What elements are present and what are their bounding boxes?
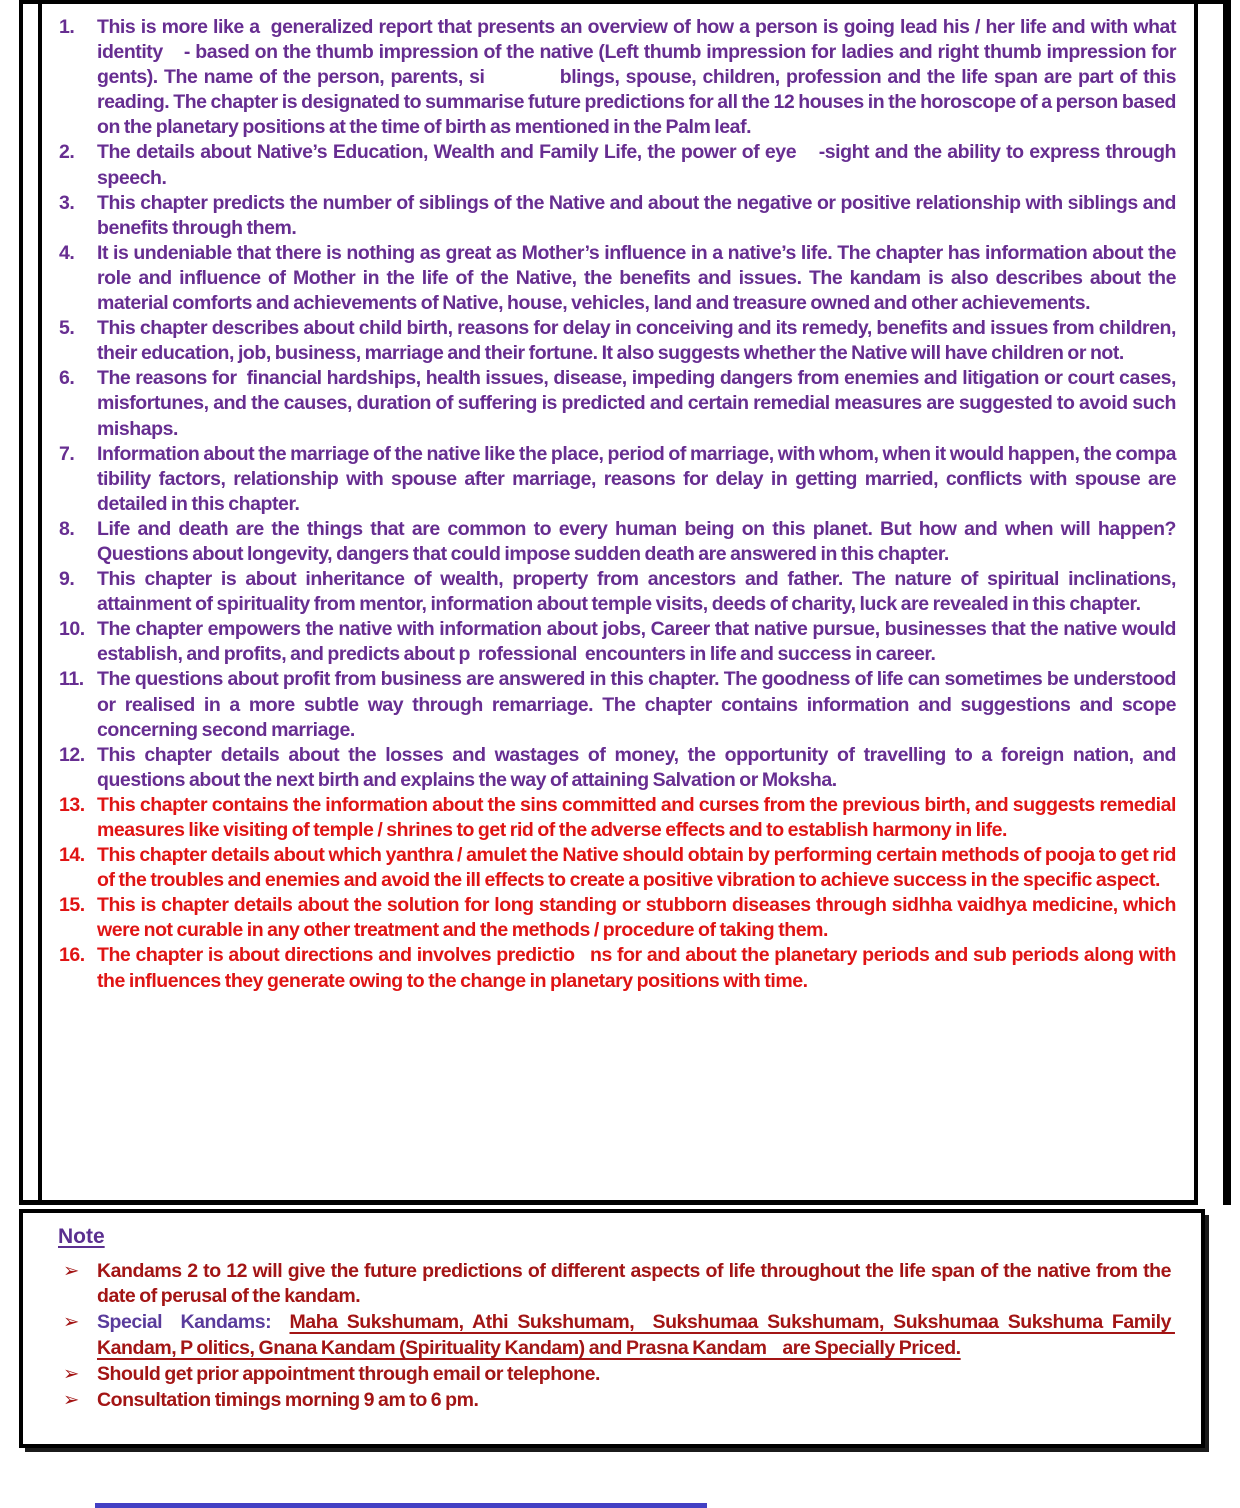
item-number: 12.	[59, 743, 85, 766]
text-segment: Special Kandams:	[97, 1311, 290, 1334]
item-text: The chapter is about directions and involves predictio ns for and about the planetary periods and sub periods along with the influences they generate owing to the change in planetary positions with time.	[97, 944, 1180, 992]
item-number: 2.	[59, 141, 75, 164]
arrow-bullet-icon: ➢	[63, 1311, 79, 1334]
list-item	[23, 667, 1184, 742]
bottom-blue-rule	[95, 1503, 707, 1508]
note-bullet	[23, 1310, 1175, 1360]
list-item	[23, 567, 1184, 617]
list-item	[23, 241, 1184, 316]
text-segment: Maha Sukshumam, Athi Sukshumam, Sukshumaa Sukshumam, Sukshumaa Sukshuma Family Kandam, P olitics, Gnana Kandam (Spirituality Kandam) and Prasna Kandam are Specially Priced.	[97, 1311, 1175, 1359]
item-text: This chapter is about inheritance of wealth, property from ancestors and father. The nature of spiritual inclinations, attainment of spirituality from mentor, information about temple visits, deeds of charity, luck are revealed in this chapter.	[97, 568, 1180, 616]
item-text: Life and death are the things that are common to every human being on this planet. But how and when will happen? Questions about longevity, dangers that could impose sudden death are answered in this chapter.	[97, 517, 1180, 565]
list-item	[23, 140, 1184, 190]
item-text: The reasons for financial hardships, health issues, disease, impeding dangers from enemies and litigation or court cases, misfortunes, and the causes, duration of suffering is predicted and certain remedial measures are suggested to avoid such mishaps.	[97, 367, 1192, 440]
list-item	[23, 743, 1184, 793]
item-text: It is undeniable that there is nothing as great as Mother’s influence in a native’s life. The chapter has information about the role and influence of Mother in the life of the Native, the benefits and issues. The kandam is also describes about the material comforts and achievements of Native, house, vehicles, land and treasure owned and other achievements.	[97, 241, 1180, 315]
list-item	[23, 442, 1184, 517]
note-heading: Note	[58, 1225, 105, 1248]
item-number: 8.	[59, 517, 75, 540]
note-bullet	[23, 1259, 1175, 1309]
list-item	[23, 843, 1184, 893]
item-number: 3.	[59, 191, 75, 214]
list-item	[23, 366, 1192, 441]
arrow-bullet-icon: ➢	[63, 1362, 79, 1385]
list-item	[23, 517, 1184, 567]
item-text: This chapter contains the information about the sins committed and curses from the previous birth, and suggests remedial measures like visiting of temple / shrines to get rid of the adverse effects and to establish harmony in life.	[97, 793, 1180, 841]
outer-right-border-rule	[1223, 0, 1231, 1205]
item-text: This chapter describes about child birth, reasons for delay in conceiving and its remedy, benefits and issues from children, their education, job, business, marriage and their fortune. It also suggests whether the Native will have children or not.	[97, 317, 1180, 365]
note-box	[19, 1209, 1205, 1448]
item-text: This chapter details about the losses and wastages of money, the opportunity of travelling to a foreign nation, and questions about the next birth and explains the way of attaining Salvation or Moksha.	[97, 743, 1180, 791]
bullet-text	[97, 1259, 1175, 1309]
bullet-text	[97, 1362, 1171, 1387]
chapter-list	[23, 15, 1192, 994]
item-number: 14.	[59, 844, 85, 867]
item-number: 10.	[59, 618, 85, 641]
item-number: 1.	[59, 16, 75, 38]
inner-left-border-rule	[38, 0, 42, 1203]
item-text: The details about Native’s Education, Wealth and Family Life, the power of eye -sight and the ability to express through speech.	[97, 141, 1180, 189]
item-number: 13.	[59, 793, 85, 816]
item-text: This is chapter details about the solution for long standing or stubborn diseases through sidhha vaidhya medicine, which were not curable in any other treatment and the methods / procedure of taking them.	[97, 894, 1180, 942]
list-item	[23, 943, 1184, 993]
chapter-list-box	[19, 0, 1198, 1205]
list-item	[23, 893, 1184, 943]
item-number: 5.	[59, 317, 75, 340]
bullet-text	[97, 1388, 1171, 1413]
item-number: 9.	[59, 568, 75, 591]
arrow-bullet-icon: ➢	[63, 1389, 79, 1412]
item-text: This is more like a generalized report that presents an overview of how a person is going lead his / her life and with what identity - based on the thumb impression of the native (Left thumb impression for ladies and right thumb impression for gents). The name of the person, parents, si blings, spouse, children, profession and the life span are part of this reading. The chapter is designated to summarise future predictions for all the 12 houses in the horoscope of a person based on the planetary positions at the time of birth as mentioned in the Palm leaf.	[97, 16, 1180, 139]
item-text: Information about the marriage of the native like the place, period of marriage, with whom, when it would happen, the compa tibility factors, relationship with spouse after marriage, reasons for delay in getting married, conflicts with spouse are detailed in this chapter.	[97, 442, 1180, 515]
item-number: 16.	[59, 944, 85, 967]
note-bullet	[23, 1362, 1175, 1387]
text-segment: Kandams 2 to 12 will give the future predictions of different aspects of life throughout the life span of the native from the date of perusal of the kandam.	[97, 1260, 1175, 1308]
list-item	[23, 15, 1184, 140]
item-number: 15.	[59, 894, 85, 917]
item-text: The questions about profit from business are answered in this chapter. The goodness of life can sometimes be understood or realised in a more subtle way through remarriage. The chapter contains information and suggestions and scope concerning second marriage.	[97, 668, 1180, 741]
note-bullet-list	[23, 1259, 1175, 1413]
text-segment: Consultation timings morning 9 am to 6 pm.	[97, 1389, 479, 1412]
item-text: This chapter details about which yanthra / amulet the Native should obtain by performing certain methods of pooja to get rid of the troubles and enemies and avoid the ill effects to create a positive vibration to achieve success in the specific aspect.	[97, 844, 1180, 892]
item-text: The chapter empowers the native with information about jobs, Career that native pursue, businesses that the native would establish, and profits, and predicts about p rofessional encounters in life and success in career.	[97, 618, 1180, 666]
text-segment: Should get prior appointment through email or telephone.	[97, 1362, 600, 1385]
list-item	[23, 617, 1184, 667]
item-number: 7.	[59, 442, 75, 465]
item-number: 6.	[59, 367, 75, 390]
list-item	[23, 191, 1184, 241]
note-bullet	[23, 1388, 1175, 1413]
arrow-bullet-icon: ➢	[63, 1260, 79, 1282]
list-item	[23, 793, 1184, 843]
item-text: This chapter predicts the number of siblings of the Native and about the negative or positive relationship with siblings and benefits through them.	[97, 191, 1180, 239]
bullet-text	[97, 1310, 1175, 1360]
list-item	[23, 316, 1184, 366]
item-number: 4.	[59, 241, 75, 264]
item-number: 11.	[59, 668, 84, 691]
